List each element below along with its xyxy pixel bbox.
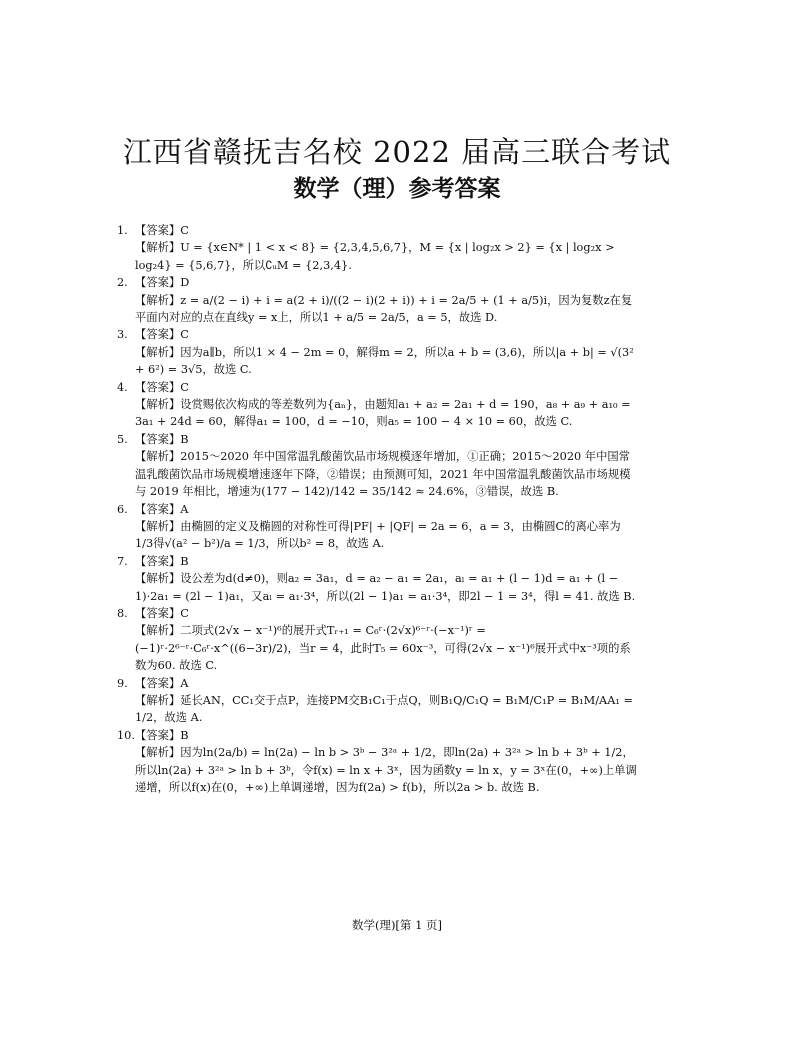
item-analysis: 【解析】U = {x∈N* | 1 < x < 8} = {2,3,4,5,6,7}，M = {x | log₂x > 2} = {x | log₂x > log₂4} = {5,6,7}，所以∁ᵤM = {2,3,4}.: [135, 241, 615, 272]
item-analysis: 【解析】二项式(2√x − x⁻¹)⁶的展开式Tᵣ₊₁ = C₆ʳ·(2√x)⁶⁻ʳ·(−x⁻¹)ʳ = (−1)ʳ·2⁶⁻ʳ·C₆ʳ·x^((6−3r)/2)，当r = 4，此时T₅ = 60x⁻³，可得(2√x − x⁻¹)⁶展开式中x⁻³项的系数为60. 故选 C.: [135, 624, 631, 673]
answer-item-2: [117, 274, 637, 326]
answer-item-8: [117, 605, 637, 675]
item-analysis: 【解析】2015～2020 年中国常温乳酸菌饮品市场规模逐年增加，①正确；2015～2020 年中国常温乳酸菌饮品市场规模增速逐年下降，②错误；由预测可知，2021 年中国常温乳酸菌饮品市场规模与 2019 年相比，增速为(177 − 142)/142 = 35/142 ≈ 24.6%，③错误，故选 B.: [135, 450, 631, 499]
item-number: 10.: [117, 728, 135, 742]
item-answer: 【答案】C: [135, 328, 189, 342]
item-answer: 【答案】C: [135, 606, 189, 620]
item-answer: 【答案】C: [135, 380, 189, 394]
page-subtitle: 数学（理）参考答案: [293, 176, 501, 202]
item-answer: 【答案】B: [135, 728, 189, 742]
item-answer: 【答案】A: [135, 502, 189, 516]
item-number: 6.: [117, 502, 128, 516]
item-analysis: 【解析】z = a/(2 − i) + i = a(2 + i)/((2 − i)(2 + i)) + i = 2a/5 + (1 + a/5)i，因为复数z在复平面内对应的点在直线y = x上，所以1 + a/5 = 2a/5，a = 5，故选 D.: [135, 293, 633, 325]
item-analysis: 【解析】因为ln(2a/b) = ln(2a) − ln b > 3ᵇ − 3²ᵃ + 1/2，即ln(2a) + 3²ᵃ > ln b + 3ᵇ + 1/2，所以ln(2a) + 3²ᵃ > ln b + 3ᵇ，令f(x) = ln x + 3ˣ，因为函数y = ln x，y = 3ˣ在(0，+∞)上单调递增，所以f(x)在(0，+∞)上单调递增，因为f(2a) > f(b)，所以2a > b. 故选 B.: [135, 746, 637, 794]
item-analysis: 【解析】延长AN，CC₁交于点P，连接PM交B₁C₁于点Q，则B₁Q/C₁Q = B₁M/C₁P = B₁M/AA₁ = 1/2，故选 A.: [135, 693, 633, 725]
item-answer: 【答案】B: [135, 554, 189, 568]
item-number: 7.: [117, 554, 128, 568]
item-analysis: 【解析】因为a∥b，所以1 × 4 − 2m = 0，解得m = 2，所以a + b = (3,6)，所以|a + b| = √(3² + 6²) = 3√5，故选 C.: [135, 345, 634, 377]
item-analysis: 【解析】设公差为d(d≠0)，则a₂ = 3a₁，d = a₂ − a₁ = 2a₁，aₗ = a₁ + (l − 1)d = a₁ + (l − 1)·2a₁ = (2l − 1)a₁，又aₗ = a₁·3⁴，所以(2l − 1)a₁ = a₁·3⁴，即2l − 1 = 3⁴，得l = 41. 故选 B.: [135, 572, 636, 603]
item-number: 2.: [117, 276, 128, 290]
answer-item-10: [117, 727, 637, 797]
item-number: 5.: [117, 432, 128, 446]
page-footer: 数学(理)[第 1 页]: [351, 918, 443, 932]
item-number: 8.: [117, 606, 128, 620]
answer-item-3: [117, 326, 637, 378]
page-title: 江西省赣抚吉名校 2022 届高三联合考试: [122, 135, 672, 169]
item-answer: 【答案】B: [135, 432, 189, 446]
answer-item-5: [117, 431, 637, 501]
answer-item-1: [117, 222, 637, 274]
answer-item-7: [117, 553, 637, 605]
item-number: 3.: [117, 328, 128, 342]
item-answer: 【答案】C: [135, 224, 189, 237]
item-number: 4.: [117, 380, 128, 394]
answer-item-9: [117, 675, 637, 727]
item-answer: 【答案】D: [135, 276, 190, 290]
item-number: 1.: [117, 224, 128, 237]
item-analysis: 【解析】设赏赐依次构成的等差数列为{aₙ}，由题知a₁ + a₂ = 2a₁ + d = 190，a₈ + a₉ + a₁₀ = 3a₁ + 24d = 60，解得a₁ = 100，d = −10，则a₅ = 100 − 4 × 10 = 60，故选 C.: [135, 398, 631, 429]
item-analysis: 【解析】由椭圆的定义及椭圆的对称性可得|PF| + |QF| = 2a = 6，a = 3，由椭圆C的离心率为1/3得√(a² − b²)/a = 1/3，所以b² = 8，故选 A.: [135, 519, 621, 551]
answer-item-6: [117, 501, 637, 553]
answer-list: [117, 222, 637, 796]
item-answer: 【答案】A: [135, 676, 189, 690]
item-number: 9.: [117, 676, 128, 690]
answer-item-4: [117, 379, 637, 431]
